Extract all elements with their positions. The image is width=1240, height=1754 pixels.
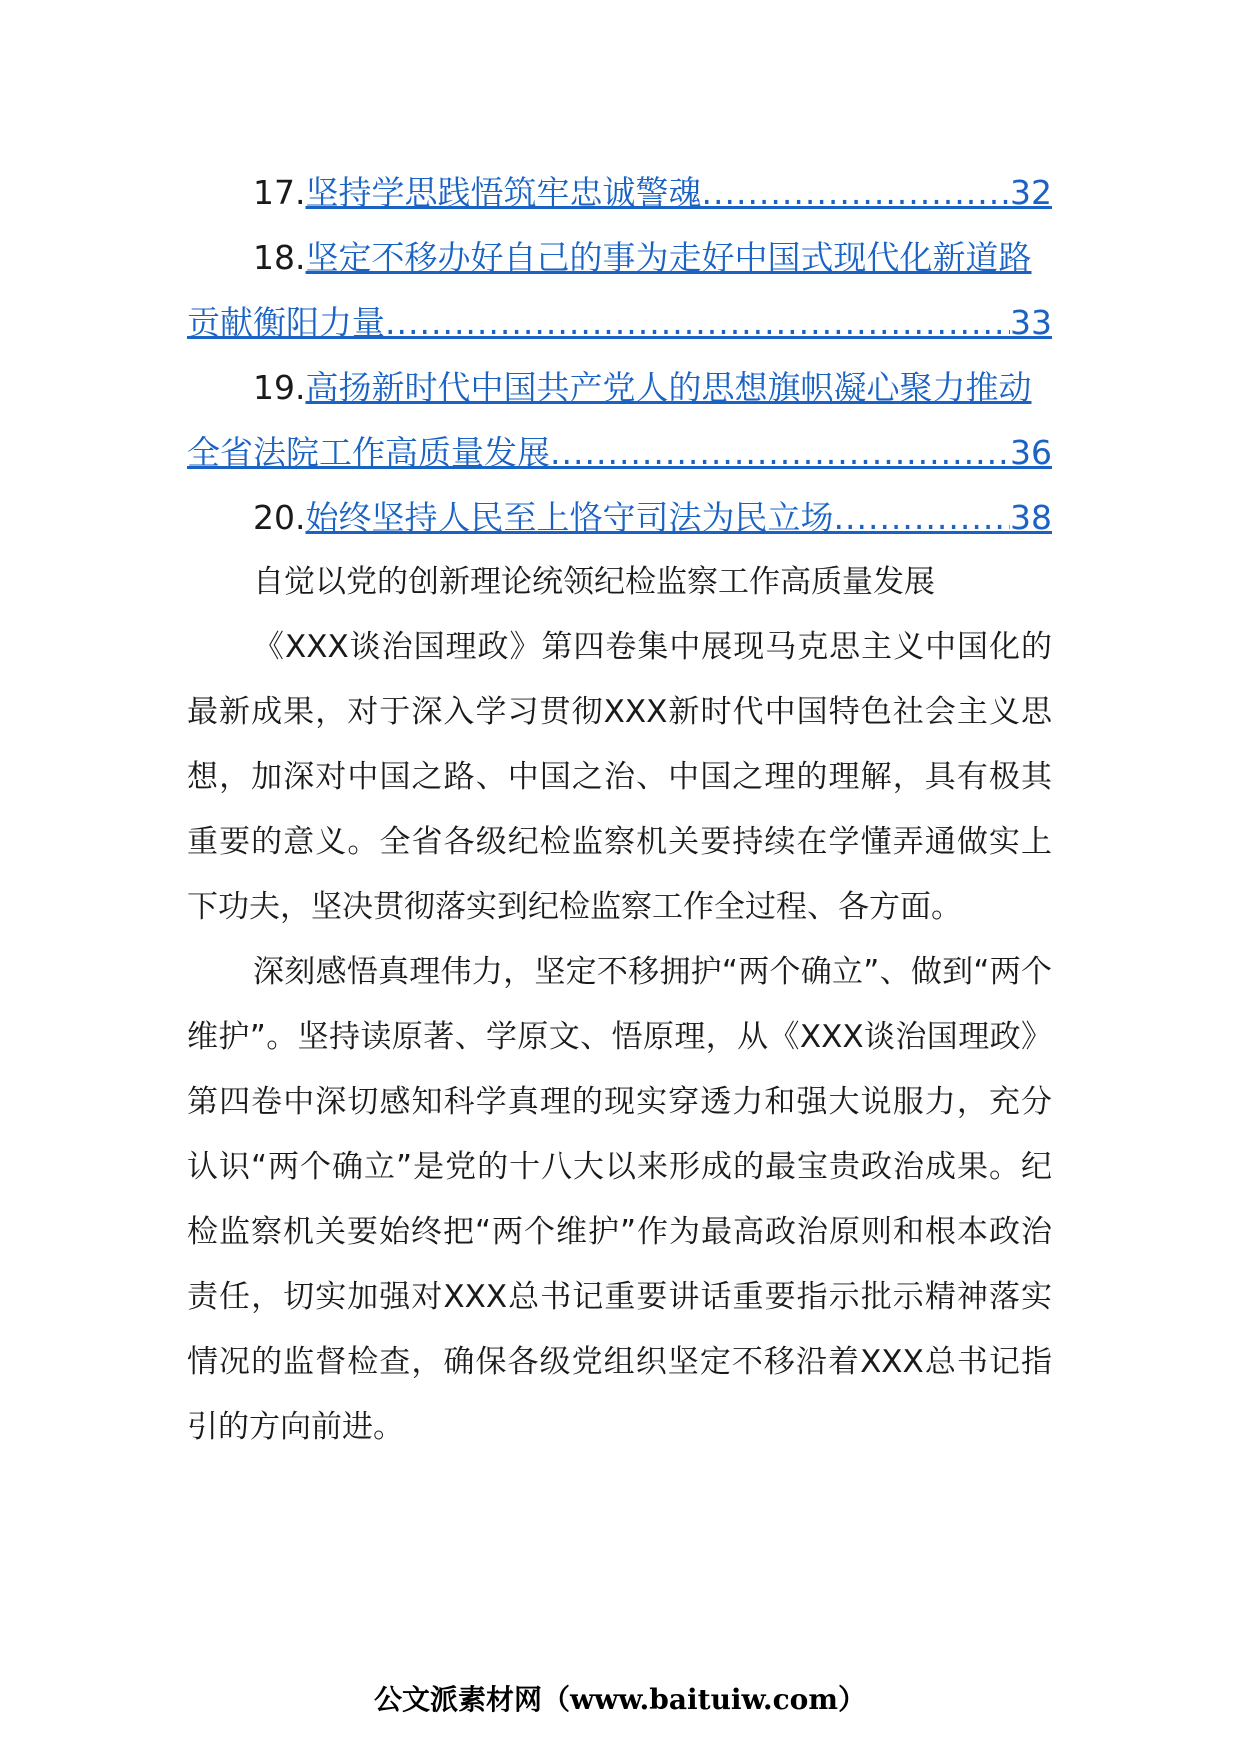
toc-leader [385, 290, 1010, 355]
toc-item[interactable] [187, 355, 1052, 420]
article-paragraph: 深刻感悟真理伟力，坚定不移拥护“两个确立”、做到“两个维护”。坚持读原著、学原文、悟原理，从《XXX谈治国理政》第四卷中深切感知科学真理的现实穿透力和强大说服力，充分认识“两个确立”是党的十八大以来形成的最宝贵政治成果。纪检监察机关要始终把“两个维护”作为最高政治原则和根本政治责任，切实加强对XXX总书记重要讲话重要指示批示精神落实情况的监督检查，确保各级党组织坚定不移沿着XXX总书记指引的方向前进。 [187, 954, 1052, 1445]
toc-number: 20. [253, 498, 306, 537]
article-title: 自觉以党的创新理论统领纪检监察工作高质量发展 [253, 564, 935, 600]
toc-title[interactable]: 坚持学思践悟筑牢忠诚警魂 [305, 173, 702, 212]
toc-number: 18. [253, 238, 306, 277]
toc-title[interactable]: 高扬新时代中国共产党人的思想旗帜凝心聚力推动 [305, 368, 1032, 407]
toc-item[interactable] [187, 485, 1052, 550]
toc-page-number[interactable]: 38 [1010, 498, 1052, 537]
toc-page-number[interactable]: 32 [1010, 173, 1052, 212]
toc-title[interactable]: 坚定不移办好自己的事为走好中国式现代化新道路 [305, 238, 1032, 277]
toc-title[interactable]: 全省法院工作高质量发展 [187, 433, 550, 472]
toc-item-continuation[interactable] [187, 420, 1052, 485]
toc-number: 17. [253, 173, 306, 212]
toc-title[interactable]: 贡献衡阳力量 [187, 303, 385, 342]
article-paragraph: 《XXX谈治国理政》第四卷集中展现马克思主义中国化的最新成果，对于深入学习贯彻XXX新时代中国特色社会主义思想，加深对中国之路、中国之治、中国之理的理解，具有极其重要的意义。全省各级纪检监察机关要持续在学懂弄通做实上下功夫，坚决贯彻落实到纪检监察工作全过程、各方面。 [187, 629, 1052, 925]
toc-item[interactable] [187, 160, 1052, 225]
toc-item[interactable] [187, 225, 1052, 290]
toc-title[interactable]: 始终坚持人民至上恪守司法为民立场 [305, 498, 834, 537]
toc-leader [550, 420, 1010, 485]
toc-number: 19. [253, 368, 306, 407]
toc-item-continuation[interactable] [187, 290, 1052, 355]
page-footer: 公文派素材网（www.baituiw.com） [374, 1683, 866, 1716]
toc-leader [833, 485, 1010, 550]
toc-page-number[interactable]: 33 [1010, 303, 1052, 342]
document-page [187, 160, 1052, 1460]
toc-leader [701, 160, 1010, 225]
toc-page-number[interactable]: 36 [1010, 433, 1052, 472]
